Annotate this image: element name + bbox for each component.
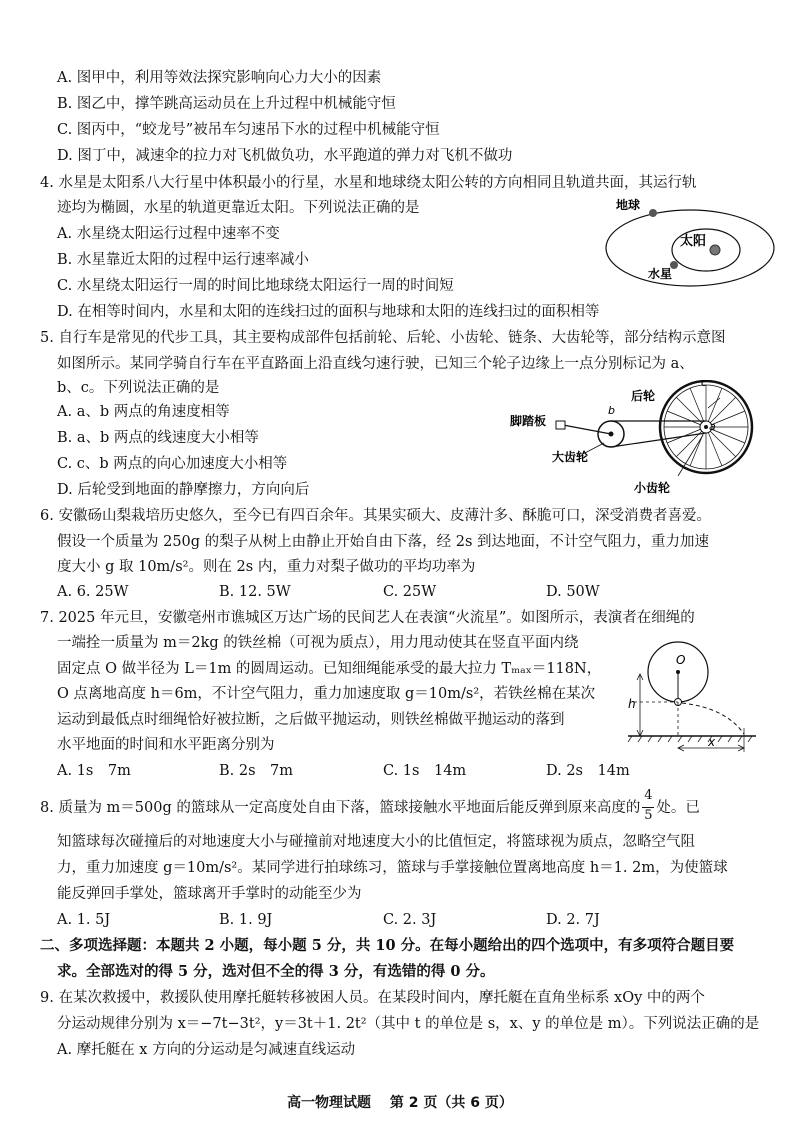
q8-stem-1-text: 8. 质量为 m＝500g 的篮球从一定高度处自由下落，篮球接触水平地面后能反弹到原来高度的 xyxy=(40,800,641,816)
distance-label: x xyxy=(708,735,716,749)
q8-option-d: D. 2. 7J xyxy=(546,912,600,928)
q5-option-b: B. a、b 两点的线速度大小相等 xyxy=(57,430,259,446)
q5-stem-3: b、c。下列说法正确的是 xyxy=(57,380,220,396)
q4-stem-2: 迹均为椭圆，水星的轨道更靠近太阳。下列说法正确的是 xyxy=(57,200,420,216)
q8-option-c: C. 2. 3J xyxy=(383,912,437,928)
earth-icon xyxy=(649,209,657,217)
q8-option-b: B. 1. 9J xyxy=(219,912,273,928)
q7-option-d: D. 2s 14m xyxy=(546,763,630,779)
rear-wheel xyxy=(660,381,752,473)
q8-stem-1-end: 处。已 xyxy=(656,800,700,816)
q6-stem-1: 6. 安徽砀山梨栽培历史悠久，至今已有四百余年。其果实硕大、皮薄汁多、酥脆可口，深受消费者喜爱。 xyxy=(40,508,711,524)
q8-stem-3: 力，重力加速度 g＝10m/s²。某同学进行拍球练习，篮球与手掌接触位置离地高度 h＝1. 2m，为使篮球 xyxy=(57,860,728,876)
fraction xyxy=(640,788,656,823)
q5-option-d: D. 后轮受到地面的静摩擦力，方向向后 xyxy=(57,482,310,498)
point-c-label: c xyxy=(701,380,708,389)
q7-option-a: A. 1s 7m xyxy=(57,763,131,779)
pedal xyxy=(556,421,565,429)
q7-stem-1: 7. 2025 年元旦，安徽亳州市谯城区万达广场的民间艺人在表演“火流星”。如图所示，表演者在细绳的 xyxy=(40,610,695,626)
q7-stem-2: 一端拴一质量为 m＝2kg 的铁丝棉（可视为质点），用力甩动使其在竖直平面内绕 xyxy=(57,635,579,651)
q7-option-c: C. 1s 14m xyxy=(383,763,467,779)
q6-option-d: D. 50W xyxy=(546,584,600,600)
q6-stem-3: 度大小 g 取 10m/s²。则在 2s 内，重力对梨子做功的平均功率为 xyxy=(57,559,476,575)
q7-circle-figure xyxy=(626,636,760,754)
section-2-heading-1: 二、多项选择题：本题共 2 小题，每小题 5 分，共 10 分。在每小题给出的四个选项中，有多项符合题目要 xyxy=(40,937,735,954)
q7-stem-4: O 点离地高度 h＝6m，不计空气阻力，重力加速度取 g＝10m/s²，若铁丝棉在某次 xyxy=(57,686,596,702)
point-a-label: a xyxy=(709,420,716,433)
q6-stem-2: 假设一个质量为 250g 的梨子从树上由静止开始自由下落，经 2s 到达地面，不计空气阻力，重力加速 xyxy=(57,534,710,550)
q5-stem-2: 如图所示。某同学骑自行车在平直路面上沿直线匀速行驶，已知三个轮子边缘上一点分别标记为 a、 xyxy=(57,356,694,372)
q6-option-a: A. 6. 25W xyxy=(57,584,129,600)
q4-option-d: D. 在相等时间内，水星和太阳的连线扫过的面积与地球和太阳的连线扫过的面积相等 xyxy=(57,304,600,320)
q3-option-a: A. 图甲中，利用等效法探究影响向心力大小的因素 xyxy=(57,70,382,86)
q4-stem-1: 4. 水星是太阳系八大行星中体积最小的行星，水星和地球绕太阳公转的方向相同且轨道共面，其运行轨 xyxy=(40,175,697,191)
q4-option-b: B. 水星靠近太阳的过程中运行速率减小 xyxy=(57,252,309,268)
q7-option-b: B. 2s 7m xyxy=(219,763,294,779)
rear-wheel-label: 后轮 xyxy=(631,389,656,403)
q8-stem-4: 能反弹回手掌处，篮球离开手掌时的动能至少为 xyxy=(57,886,362,902)
page-footer: 高一物理试题 第 2 页（共 6 页） xyxy=(287,1095,513,1111)
q3-option-c: C. 图丙中，“蛟龙号”被吊车匀速吊下水的过程中机械能守恒 xyxy=(57,122,440,138)
q9-stem-2: 分运动规律分别为 x＝−7t−3t²，y＝3t＋1. 2t²（其中 t 的单位是 s，x、y 的单位是 m）。下列说法正确的是 xyxy=(57,1016,760,1032)
q9-stem-1: 9. 在某次救援中，救援队使用摩托艇转移被困人员。在某段时间内，摩托艇在直角坐标系 xOy 中的两个 xyxy=(40,990,705,1006)
sun-label: 太阳 xyxy=(680,234,707,249)
q4-option-c: C. 水星绕太阳运行一周的时间比地球绕太阳运行一周的时间短 xyxy=(57,278,454,294)
chain-bottom xyxy=(611,433,706,447)
height-label: h xyxy=(628,697,636,711)
q3-option-d: D. 图丁中，减速伞的拉力对飞机做负功，水平跑道的弹力对飞机不做功 xyxy=(57,148,513,164)
sun-icon xyxy=(710,245,720,255)
small-gear-label: 小齿轮 xyxy=(634,481,671,495)
q5-option-c: C. c、b 两点的向心加速度大小相等 xyxy=(57,456,288,472)
fraction-denominator: 5 xyxy=(644,808,653,823)
earth-label: 地球 xyxy=(616,198,641,212)
q4-option-a: A. 水星绕太阳运行过程中速率不变 xyxy=(57,226,280,242)
big-gear-label: 大齿轮 xyxy=(552,450,589,464)
q8-option-a: A. 1. 5J xyxy=(57,912,111,928)
q3-option-b: B. 图乙中，撑竿跳高运动员在上升过程中机械能守恒 xyxy=(57,96,396,112)
q7-stem-6: 水平地面的时间和水平距离分别为 xyxy=(57,737,275,753)
q5-bicycle-figure xyxy=(508,380,778,500)
q6-option-c: C. 25W xyxy=(383,584,437,600)
section-2-heading-2: 求。全部选对的得 5 分，选对但不全的得 3 分，有选错的得 0 分。 xyxy=(57,963,495,980)
q8-stem-1 xyxy=(40,788,700,823)
point-o-label: O xyxy=(676,653,686,667)
point-b-label: b xyxy=(608,404,615,417)
fraction-numerator: 4 xyxy=(644,788,653,803)
pedal-label: 脚踏板 xyxy=(510,414,547,428)
q5-option-a: A. a、b 两点的角速度相等 xyxy=(57,404,230,420)
q5-stem-1: 5. 自行车是常见的代步工具，其主要构成部件包括前轮、后轮、小齿轮、链条、大齿轮等，部分结构示意图 xyxy=(40,330,726,346)
q4-orbit-figure xyxy=(598,192,778,294)
mercury-label: 水星 xyxy=(648,267,673,281)
q8-stem-2: 知篮球每次碰撞后的对地速度大小与碰撞前对地速度大小的比值恒定，将篮球视为质点，忽略空气阻 xyxy=(57,834,695,850)
projectile-path xyxy=(682,703,744,734)
q6-option-b: B. 12. 5W xyxy=(219,584,291,600)
q7-stem-5: 运动到最低点时细绳恰好被拉断，之后做平抛运动，则铁丝棉做平抛运动的落到 xyxy=(57,712,565,728)
q7-stem-3: 固定点 O 做半径为 L＝1m 的圆周运动。已知细绳能承受的最大拉力 Tₘₐₓ＝118N， xyxy=(57,661,602,677)
q9-option-a: A. 摩托艇在 x 方向的分运动是匀减速直线运动 xyxy=(57,1042,356,1058)
